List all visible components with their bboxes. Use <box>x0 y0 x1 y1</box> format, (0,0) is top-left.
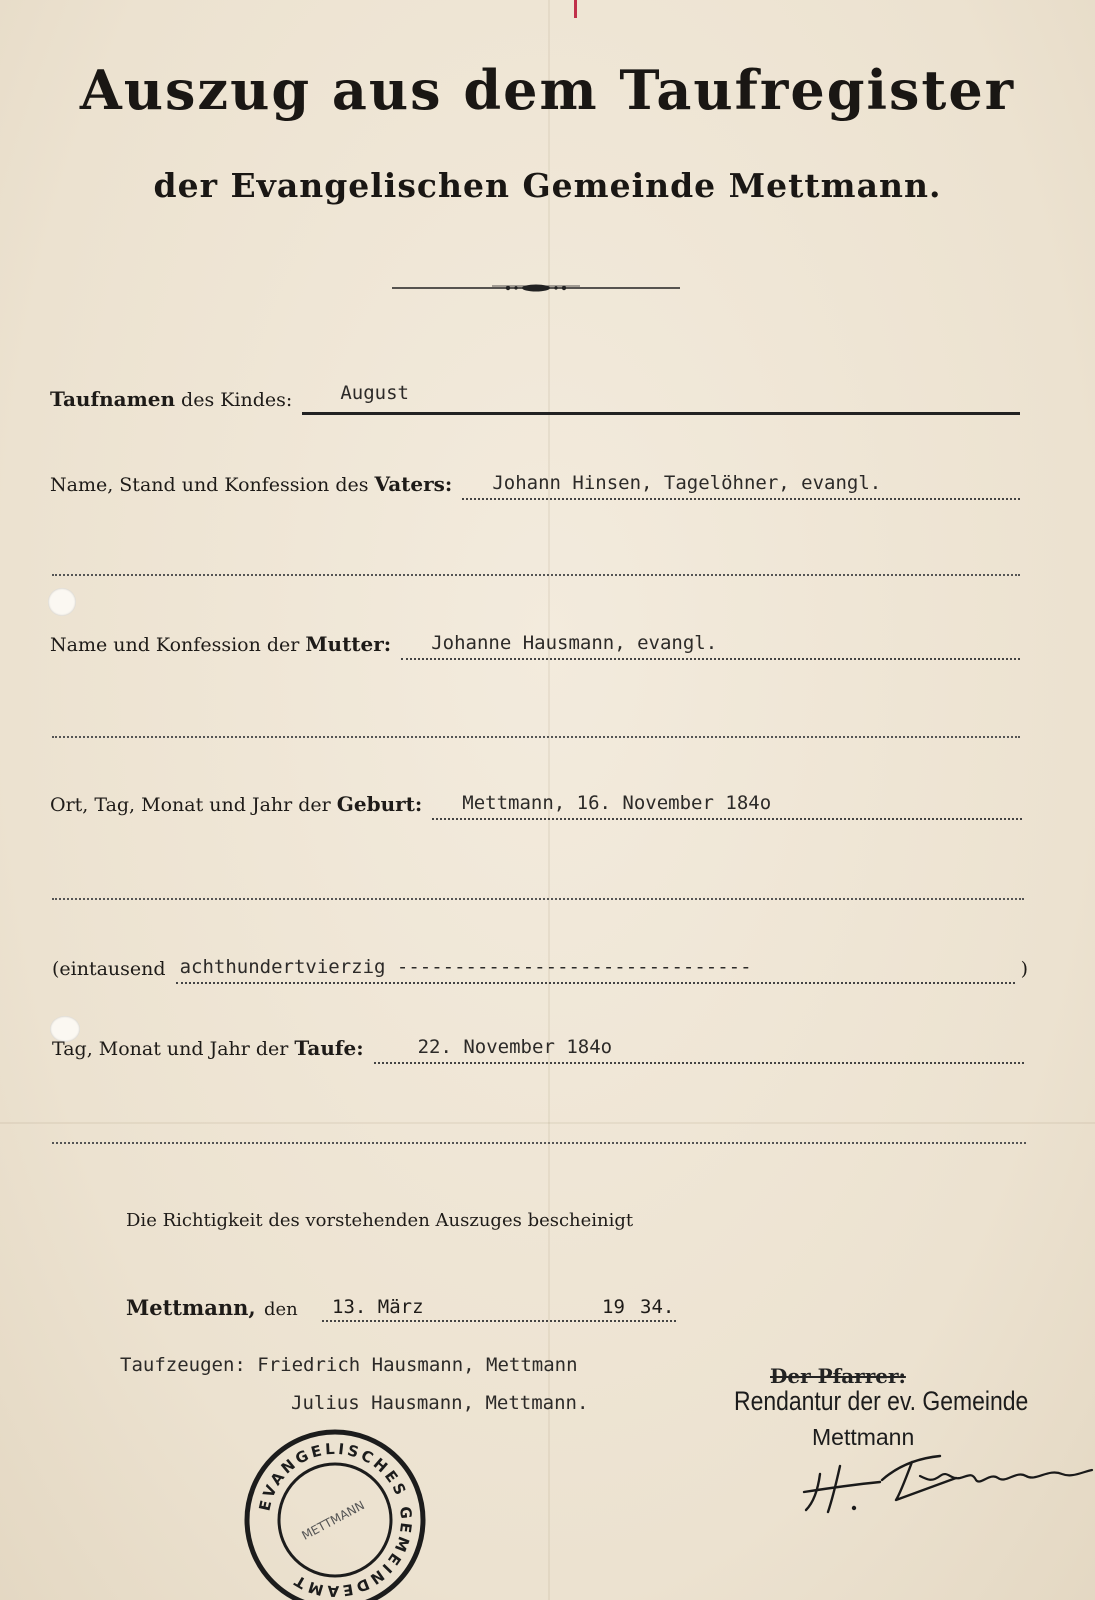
field-birth <box>50 788 1022 820</box>
signature-icon <box>800 1444 1095 1524</box>
stamp-office: Rendantur der ev. Gemeinde <box>734 1386 1029 1416</box>
certification-text: Die Richtigkeit des vorstehenden Auszuges bescheinigt <box>126 1210 634 1231</box>
witness-line-1: Taufzeugen: Friedrich Hausmann, Mettmann <box>120 1354 578 1376</box>
seal-center-text: METTMANN <box>299 1498 367 1543</box>
field-label: Name, Stand und Konfession des Vaters: <box>50 472 453 496</box>
blank-line <box>52 574 1020 576</box>
baptism-value: 22. November 184o <box>417 1036 613 1058</box>
official-seal-icon <box>240 1424 430 1600</box>
field-label: (eintausend <box>52 958 166 980</box>
field-line <box>176 952 1015 984</box>
field-line <box>432 788 1022 820</box>
seal-ring-text: EVANGELISCHES GEMEINDEAMT <box>255 1439 416 1600</box>
field-father <box>50 468 1020 500</box>
certification-place-date <box>126 1290 676 1324</box>
field-mother <box>50 628 1020 660</box>
field-label: Tag, Monat und Jahr der Taufe: <box>52 1036 364 1060</box>
blank-line <box>52 1142 1026 1144</box>
child-name-value: August <box>340 382 409 404</box>
field-label-end: ) <box>1020 958 1028 980</box>
certification-date: 13. März <box>332 1296 424 1318</box>
certification-year-suffix: 34. <box>640 1296 675 1318</box>
father-value: Johann Hinsen, Tagelöhner, evangl. <box>492 472 882 494</box>
field-child-name <box>50 382 1020 415</box>
certification-year-prefix: 19 <box>602 1296 625 1318</box>
struck-pastor-title: Der Pfarrer: <box>770 1364 906 1388</box>
birth-value: Mettmann, 16. November 184o <box>462 792 772 814</box>
field-line <box>401 628 1020 660</box>
field-line <box>462 468 1020 500</box>
stamp-city: Mettmann <box>812 1424 915 1450</box>
blank-line <box>52 898 1024 900</box>
field-label: Taufnamen des Kindes: <box>50 387 293 411</box>
certification-place: Mettmann, <box>126 1295 256 1320</box>
date-line <box>322 1320 676 1322</box>
field-line <box>302 382 1020 415</box>
field-year-words <box>52 952 1028 984</box>
ornament-divider-icon <box>392 278 680 298</box>
red-thread <box>574 0 577 18</box>
field-label: Ort, Tag, Monat und Jahr der Geburt: <box>50 792 423 816</box>
witness-line-2: Julius Hausmann, Mettmann. <box>291 1392 589 1414</box>
punch-hole <box>48 588 76 616</box>
certification-den: den <box>264 1299 298 1320</box>
field-baptism <box>52 1032 1024 1064</box>
mother-value: Johanne Hausmann, evangl. <box>431 632 718 654</box>
document-title: Auszug aus dem Taufregister <box>79 58 1016 122</box>
field-line <box>374 1032 1024 1064</box>
paper-fold-horizontal <box>0 1122 1095 1124</box>
field-label: Name und Konfession der Mutter: <box>50 632 392 656</box>
blank-line <box>52 736 1020 738</box>
year-words-value: achthundertvierzig ------------------------------- <box>179 956 752 978</box>
document-subtitle: der Evangelischen Gemeinde Mettmann. <box>153 166 942 205</box>
